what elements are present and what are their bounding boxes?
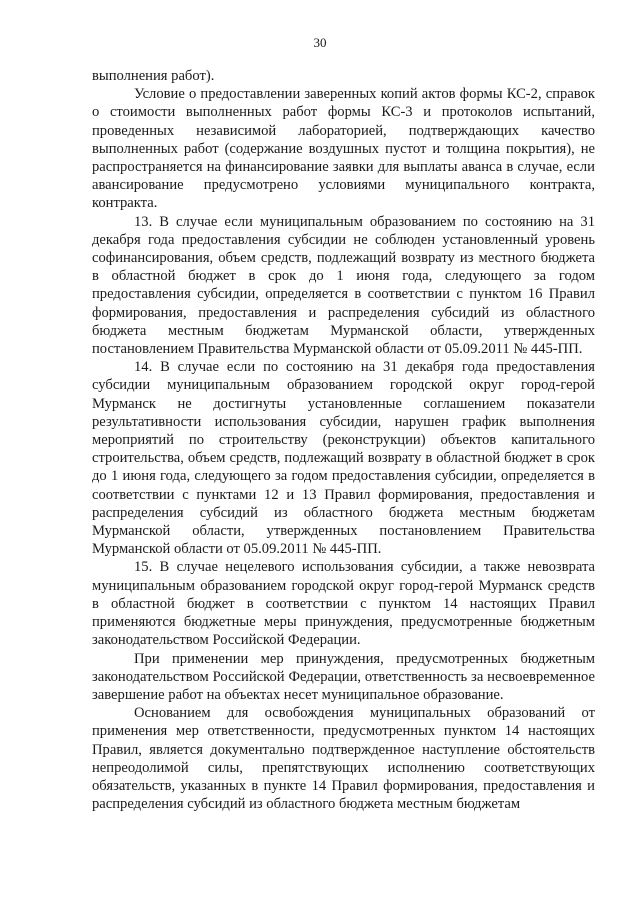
paragraph-clause-13: 13. В случае если муниципальным образованием по состоянию на 31 декабря года предоставления субсидии не соблюден установленный уровень софинансирования, объем средств, подлежащий возврату из местного бюджета в областной бюджет в срок до 1 июня года, следующего за годом предоставления субсидии, определяется в соответствии с пунктом 16 Правил формирования, предоставления и распределения субсидий из областного бюджета местным бюджетам Мурманской области, утвержденных постановлением Правительства Мурманской области от 05.09.2011 № 445-ПП. xyxy=(92,213,595,358)
paragraph-clause-15: 15. В случае нецелевого использования субсидии, а также невозврата муниципальным образованием городской округ город-герой Мурманск средств в областной бюджет в соответствии с пунктом 14 настоящих Правил применяются бюджетные меры принуждения, предусмотренные бюджетным законодательством Российской Федерации. xyxy=(92,559,595,649)
paragraph-ks2-condition: Условие о предоставлении заверенных копий актов формы КС-2, справок о стоимости выполненных работ формы КС-3 и протоколов испытаний, проведенных независимой лабораторией, подтверждающих качество выполненных работ (содержание воздушных пустот и толщина покрытия), не распространяется на финансирование заявки для выплаты аванса в случае, если авансирование предусмотрено условиями муниципального контракта, контракта. xyxy=(92,86,595,212)
paragraph-responsibility: При применении мер принуждения, предусмотренных бюджетным законодательством Российской Федерации, ответственность за несвоевременное завершение работ на объектах несет муниципальное образование. xyxy=(92,650,595,703)
paragraph-clause-14: 14. В случае если по состоянию на 31 декабря года предоставления субсидии муниципальным образованием городской округ город-герой Мурманск не достигнуты установленные соглашением показатели результативности использования субсидии, нарушен график выполнения мероприятий по строительству (реконструкции) объектов капитального строительства, объем средств, подлежащий возврату в областной бюджет в срок до 1 июня года, следующего за годом предоставления субсидии, определяется в соответствии с пунктами 12 и 13 Правил формирования, предоставления и распределения субсидий из областного бюджета местным бюджетам Мурманской области, утвержденных постановлением Правительства Мурманской области от 05.09.2011 № 445-ПП. xyxy=(92,359,595,558)
paragraph-continuation: выполнения работ). xyxy=(92,68,215,84)
document-body xyxy=(92,67,595,813)
page-number: 30 xyxy=(313,35,327,50)
paragraph-force-majeure: Основанием для освобождения муниципальных образований от применения мер ответственности, предусмотренных пунктом 14 настоящих Правил, является документально подтвержденное наступление обстоятельств непреодолимой силы, препятствующих исполнению соответствующих обязательств, указанных в пункте 14 Правил формирования, предоставления и распределения субсидий из областного бюджета местным бюджетам xyxy=(92,705,595,813)
